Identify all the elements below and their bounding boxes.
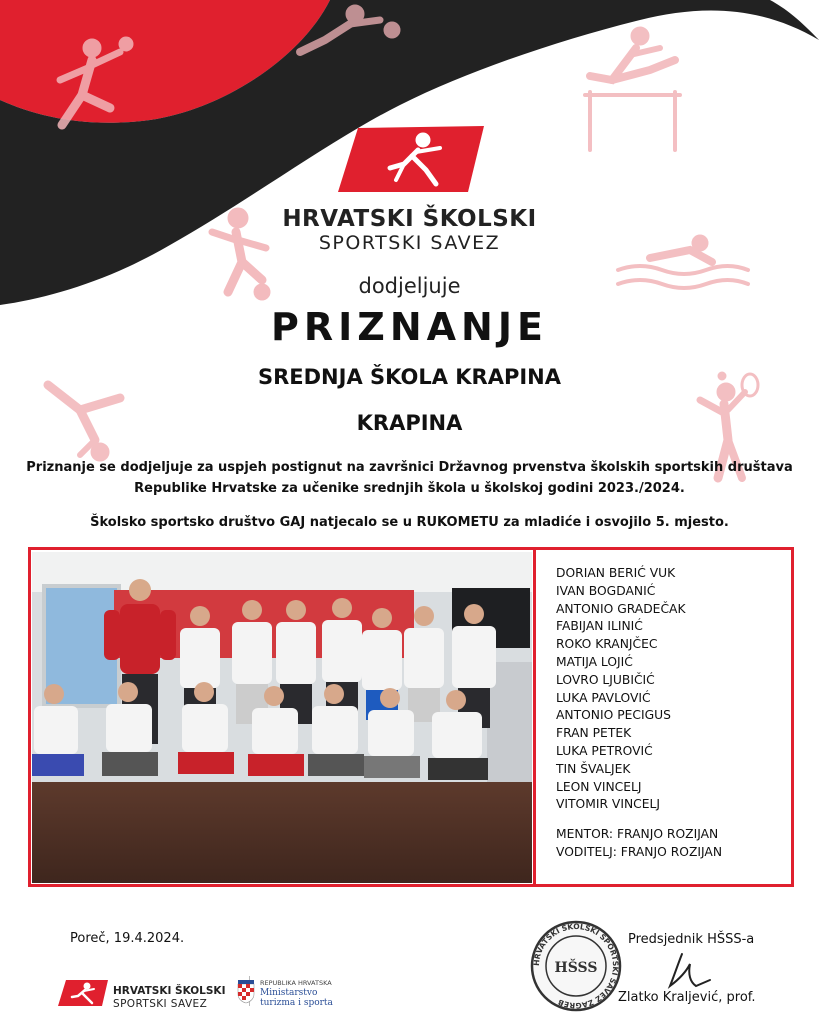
roster-member: ANTONIO GRADEČAK xyxy=(556,601,686,616)
signatory-title: Predsjednik HŠSS-a xyxy=(628,932,755,947)
ministry-line2: Ministarstvo xyxy=(260,988,318,998)
description-line2: Republike Hrvatske za učenike srednjih škola u školskoj godini 2023./2024. xyxy=(134,481,685,496)
team-staff xyxy=(556,826,786,862)
awards-verb: dodjeljuje xyxy=(358,274,461,298)
hsss-logo xyxy=(338,126,484,192)
school-city: KRAPINA xyxy=(356,411,463,435)
org-name-line1: HRVATSKI ŠKOLSKI xyxy=(282,206,537,232)
team-roster xyxy=(556,565,786,814)
footer-org-line2: SPORTSKI SAVEZ xyxy=(113,998,208,1010)
ministry-line1: REPUBLIKA HRVATSKA xyxy=(260,979,332,987)
stamp-center-text: HŠSS xyxy=(554,960,598,976)
roster-member: VITOMIR VINCELJ xyxy=(556,797,660,812)
roster-member: DORIAN BERIĆ VUK xyxy=(556,566,676,580)
footer-org-line1: HRVATSKI ŠKOLSKI xyxy=(113,985,226,997)
roster-member: FABIJAN ILINIĆ xyxy=(556,619,643,634)
ministry-line3: turizma i sporta xyxy=(260,998,333,1008)
handwritten-signature xyxy=(660,950,720,992)
frame-divider xyxy=(533,550,536,884)
croatian-coat-of-arms-icon xyxy=(237,980,255,1004)
roster-member: MATIJA LOJIĆ xyxy=(556,654,633,669)
roster-member: ROKO KRANJČEC xyxy=(556,637,658,652)
official-stamp xyxy=(528,918,624,1014)
place-date: Poreč, 19.4.2024. xyxy=(70,931,185,946)
footer-hsss-logo xyxy=(58,980,108,1006)
hurdles-runner-icon xyxy=(585,27,680,150)
mentor-line: MENTOR: FRANJO ROZIJAN xyxy=(556,827,719,841)
signatory-name: Zlatko Kraljević, prof. xyxy=(618,990,756,1005)
roster-member: LEON VINCELJ xyxy=(556,779,642,794)
team-photo xyxy=(32,552,532,883)
roster-member: LUKA PAVLOVIĆ xyxy=(556,690,651,705)
roster-member: IVAN BOGDANIĆ xyxy=(556,583,656,598)
description-line3: Školsko sportsko društvo GAJ natjecalo se u RUKOMETU za mladiće i osvojilo 5. mjesto. xyxy=(90,515,729,530)
stamp-ring-text: HRVATSKI ŠKOLSKI SPORTSKI SAVEZ ZAGREB xyxy=(531,921,621,1011)
roster-member: LUKA PETROVIĆ xyxy=(556,743,653,758)
roster-member: TIN ŠVALJEK xyxy=(556,761,631,776)
description-line1: Priznanje se dodjeljuje za uspjeh postignut na završnici Državnog prvenstva školskih sportskih društava xyxy=(26,460,793,475)
school-name: SREDNJA ŠKOLA KRAPINA xyxy=(257,365,561,389)
roster-member: FRAN PETEK xyxy=(556,726,632,741)
certificate-title: PRIZNANJE xyxy=(271,305,548,349)
roster-member: ANTONIO PECIGUS xyxy=(556,708,671,723)
org-name-line2: SPORTSKI SAVEZ xyxy=(318,232,501,254)
roster-member: LOVRO LJUBIČIĆ xyxy=(556,672,655,687)
coach-line: VODITELJ: FRANJO ROZIJAN xyxy=(556,844,723,859)
